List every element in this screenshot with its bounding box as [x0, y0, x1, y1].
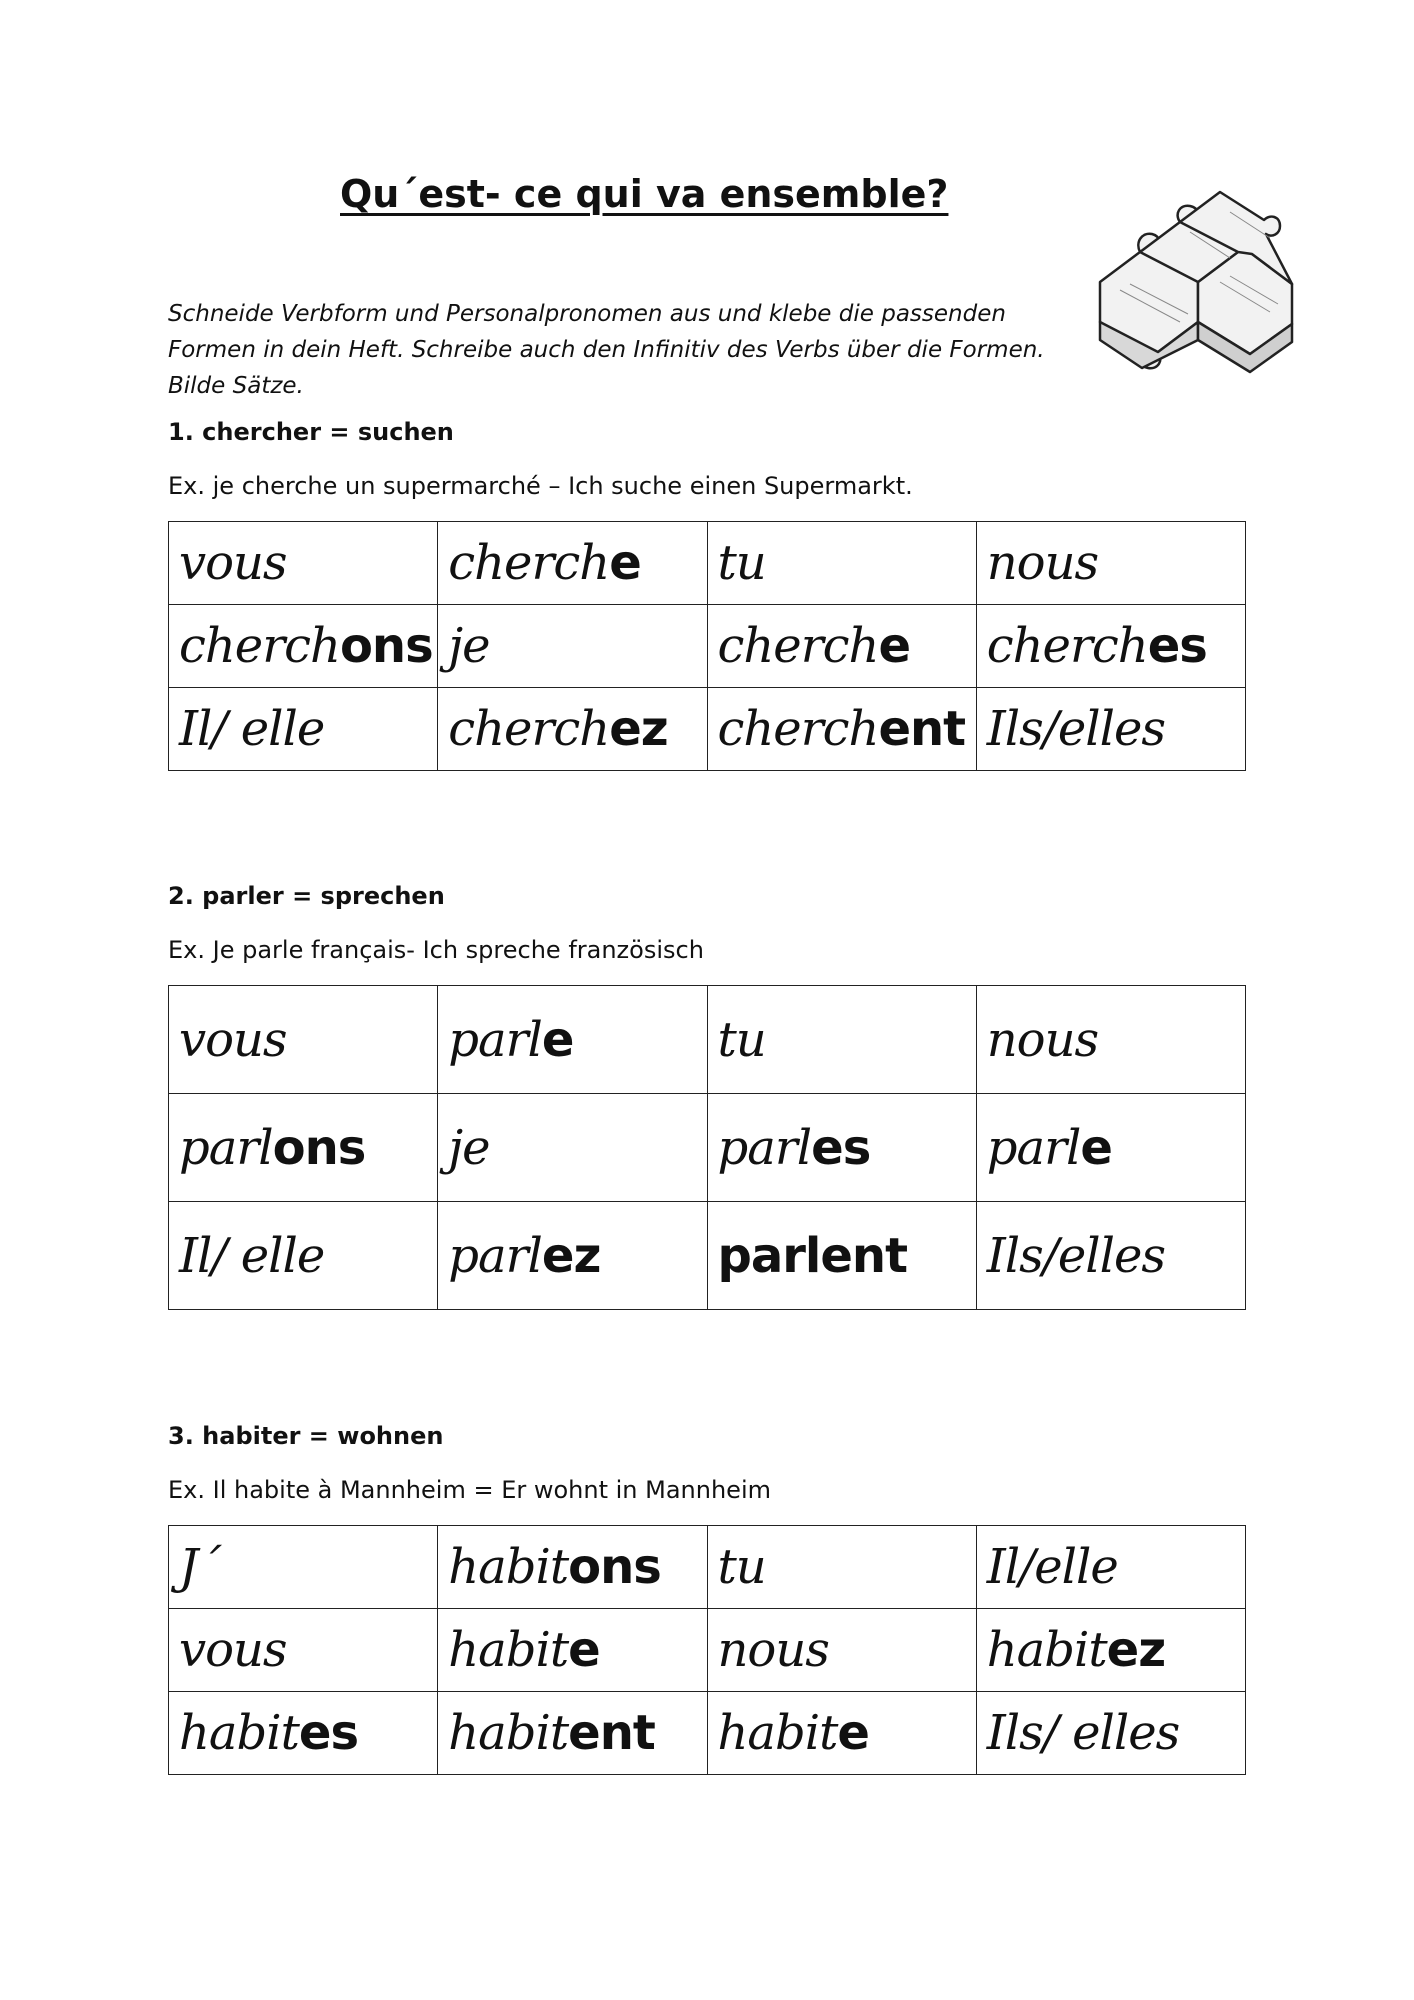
section-example-chercher: Ex. je cherche un supermarché – Ich suche einen Supermarkt.: [168, 472, 913, 500]
verb-card[interactable]: J´: [169, 1526, 438, 1609]
puzzle-pieces-icon: [1080, 172, 1320, 392]
verb-card[interactable]: parlent: [707, 1202, 976, 1310]
verb-card[interactable]: Ils/ elles: [976, 1692, 1245, 1775]
section-example-habiter: Ex. Il habite à Mannheim = Er wohnt in Mannheim: [168, 1476, 771, 1504]
verb-card[interactable]: nous: [976, 986, 1245, 1094]
section-heading-chercher: 1. chercher = suchen: [168, 418, 454, 446]
table-row: [169, 1526, 1246, 1609]
verb-table-parler: [168, 985, 1246, 1310]
verb-table-chercher: [168, 521, 1246, 771]
verb-card[interactable]: vous: [169, 522, 438, 605]
verb-card[interactable]: tu: [707, 522, 976, 605]
verb-card[interactable]: habite: [707, 1692, 976, 1775]
table-row: [169, 522, 1246, 605]
verb-card[interactable]: parles: [707, 1094, 976, 1202]
verb-card[interactable]: Ils/elles: [976, 688, 1245, 771]
table-row: [169, 986, 1246, 1094]
table-row: [169, 605, 1246, 688]
verb-card[interactable]: cherchent: [707, 688, 976, 771]
verb-card[interactable]: parlez: [438, 1202, 707, 1310]
section-heading-parler: 2. parler = sprechen: [168, 882, 445, 910]
verb-card[interactable]: parle: [976, 1094, 1245, 1202]
verb-card[interactable]: cherchez: [438, 688, 707, 771]
verb-card[interactable]: vous: [169, 1609, 438, 1692]
verb-card[interactable]: je: [438, 1094, 707, 1202]
verb-card[interactable]: nous: [707, 1609, 976, 1692]
verb-card[interactable]: cherche: [438, 522, 707, 605]
verb-card[interactable]: je: [438, 605, 707, 688]
verb-card[interactable]: Il/ elle: [169, 688, 438, 771]
verb-card[interactable]: cherchons: [169, 605, 438, 688]
instruction-line: Formen in dein Heft. Schreibe auch den Infinitiv des Verbs über die Formen.: [168, 337, 1045, 363]
page-title: Qu´est- ce qui va ensemble?: [340, 172, 949, 216]
verb-card[interactable]: Ils/elles: [976, 1202, 1245, 1310]
table-row: [169, 1692, 1246, 1775]
verb-card[interactable]: habitent: [438, 1692, 707, 1775]
verb-card[interactable]: cherches: [976, 605, 1245, 688]
verb-card[interactable]: vous: [169, 986, 438, 1094]
verb-card[interactable]: cherche: [707, 605, 976, 688]
verb-card[interactable]: nous: [976, 522, 1245, 605]
section-heading-habiter: 3. habiter = wohnen: [168, 1422, 444, 1450]
verb-card[interactable]: habitez: [976, 1609, 1245, 1692]
verb-table-habiter: [168, 1525, 1246, 1775]
verb-card[interactable]: parlons: [169, 1094, 438, 1202]
table-row: [169, 1202, 1246, 1310]
instruction-line: Schneide Verbform und Personalpronomen aus und klebe die passenden: [168, 301, 1006, 327]
verb-card[interactable]: Il/ elle: [169, 1202, 438, 1310]
section-example-parler: Ex. Je parle français- Ich spreche französisch: [168, 936, 704, 964]
verb-card[interactable]: tu: [707, 1526, 976, 1609]
table-row: [169, 688, 1246, 771]
instruction-line: Bilde Sätze.: [168, 373, 304, 399]
verb-card[interactable]: habitons: [438, 1526, 707, 1609]
verb-card[interactable]: habites: [169, 1692, 438, 1775]
verb-card[interactable]: parle: [438, 986, 707, 1094]
table-row: [169, 1609, 1246, 1692]
instructions-text: [168, 296, 1068, 404]
table-row: [169, 1094, 1246, 1202]
verb-card[interactable]: tu: [707, 986, 976, 1094]
verb-card[interactable]: Il/elle: [976, 1526, 1245, 1609]
verb-card[interactable]: habite: [438, 1609, 707, 1692]
